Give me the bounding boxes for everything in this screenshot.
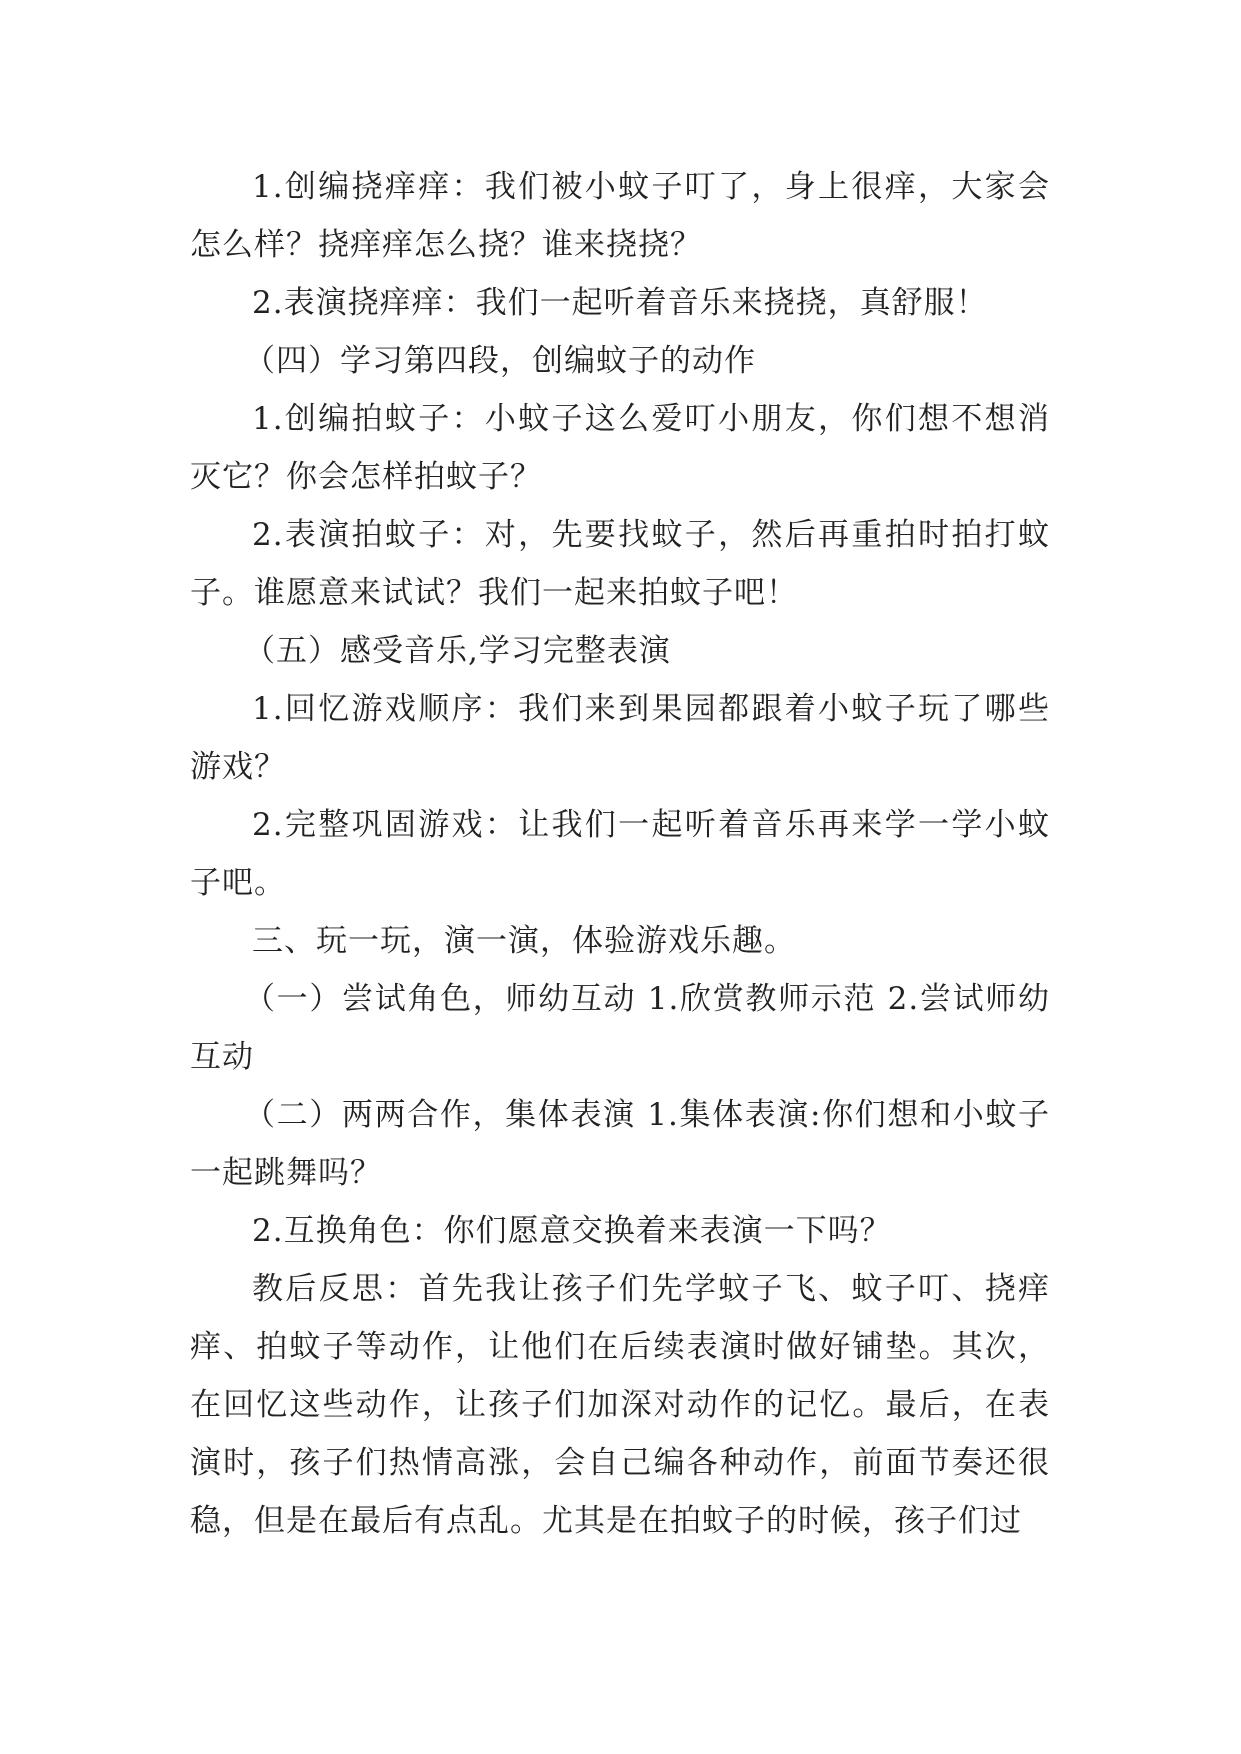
paragraph: 2.互换角色：你们愿意交换着来表演一下吗？ [252, 1213, 892, 1249]
section-heading: （二）两两合作，集体表演 1.集体表演:你们想和小蚊子一起跳舞吗？ [190, 1097, 1050, 1191]
paragraph: 1.创编拍蚊子：小蚊子这么爱叮小朋友，你们想不想消灭它？你会怎样拍蚊子？ [190, 401, 1050, 495]
section-heading: （四）学习第四段，创编蚊子的动作 [244, 343, 756, 379]
section-heading: （一）尝试角色，师幼互动 1.欣赏教师示范 2.尝试师幼互动 [190, 981, 1050, 1075]
section-heading: （五）感受音乐,学习完整表演 [244, 633, 671, 669]
paragraph: 2.表演挠痒痒：我们一起听着音乐来挠挠，真舒服！ [252, 285, 988, 321]
paragraph: 1.回忆游戏顺序：我们来到果园都跟着小蚊子玩了哪些游戏？ [190, 691, 1050, 785]
paragraph: 2.完整巩固游戏：让我们一起听着音乐再来学一学小蚊子吧。 [190, 807, 1050, 901]
paragraph: 教后反思：首先我让孩子们先学蚊子飞、蚊子叮、挠痒痒、拍蚊子等动作，让他们在后续表演时做好铺垫。其次，在回忆这些动作，让孩子们加深对动作的记忆。最后，在表演时，孩子们热情高涨，会自己编各种动作，前面节奏还很稳，但是在最后有点乱。尤其是在拍蚊子的时候，孩子们过 [190, 1271, 1050, 1539]
paragraph: 2.表演拍蚊子：对，先要找蚊子，然后再重拍时拍打蚊子。谁愿意来试试？我们一起来拍蚊子吧！ [190, 517, 1050, 611]
section-heading: 三、玩一玩，演一演，体验游戏乐趣。 [252, 923, 796, 959]
paragraph: 1.创编挠痒痒：我们被小蚊子叮了，身上很痒，大家会怎么样？挠痒痒怎么挠？谁来挠挠？ [190, 169, 1050, 263]
document-body [190, 158, 1050, 1550]
